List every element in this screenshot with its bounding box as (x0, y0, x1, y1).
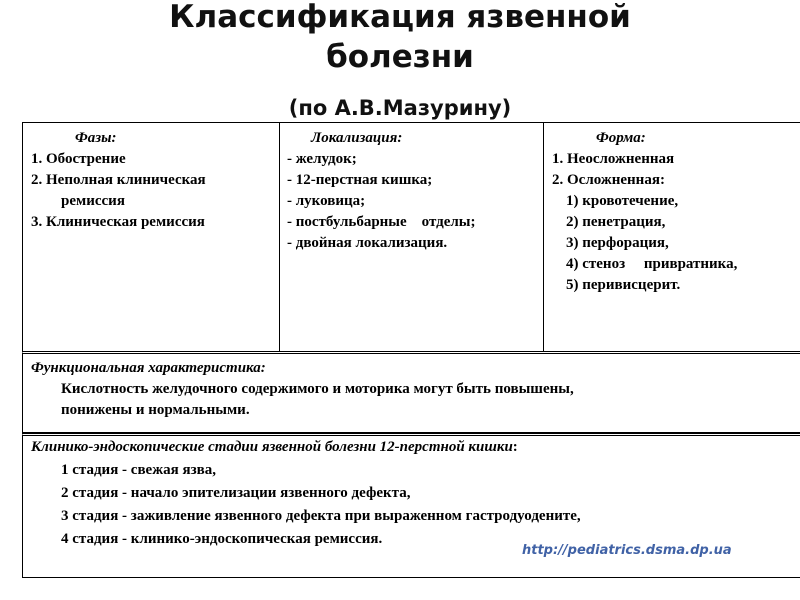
phase-item: 3. Клиническая ремиссия (31, 214, 205, 230)
localization-column (287, 128, 476, 254)
phase-item: 2. Неполная клиническая (31, 172, 206, 188)
subtitle: (по А.В.Мазурину) (288, 96, 512, 120)
source-url-link[interactable]: http://pediatrics.dsma.dp.ua (522, 543, 732, 558)
title-line-1: Классификация язвенной (169, 0, 631, 35)
functional-text-line-2: понижены и нормальными. (61, 402, 250, 418)
stage-item: 2 стадия - начало эпителизации язвенного дефекта, (61, 485, 411, 501)
localization-item: - двойная локализация. (287, 235, 448, 251)
form-subitem: 3) перфорация, (566, 235, 669, 251)
localization-item: - постбульбарные отделы; (287, 214, 476, 230)
form-subitem: 5) перивисцерит. (566, 277, 681, 293)
stages-header-colon: : (512, 439, 518, 455)
column-divider-1 (279, 122, 280, 352)
localization-item: - луковица; (287, 193, 366, 209)
stages-header-line (31, 437, 581, 458)
functional-text-line-1: Кислотность желудочного содержимого и моторика могут быть повышены, (61, 381, 574, 397)
phase-item: ремиссия (61, 193, 125, 209)
stage-item: 1 стадия - свежая язва, (61, 462, 216, 478)
functional-header: Функциональная характеристика: (31, 360, 266, 376)
form-header: Форма: (596, 130, 646, 146)
localization-item: - 12-перстная кишка; (287, 172, 433, 188)
stages-section (31, 437, 581, 550)
form-subitem: 4) стеноз привратника, (566, 256, 738, 272)
stages-header: Клинико-эндоскопические стадии язвенной болезни 12-перстной кишки (31, 439, 513, 455)
stage-item: 3 стадия - заживление язвенного дефекта при выраженном гастродуодените, (61, 508, 581, 524)
form-subitem: 1) кровотечение, (566, 193, 679, 209)
form-item: 1. Неосложненная (552, 151, 675, 167)
form-subitem: 2) пенетрация, (566, 214, 666, 230)
column-divider-2 (543, 122, 544, 352)
localization-item: - желудок; (287, 151, 357, 167)
localization-header: Локализация: (311, 130, 403, 146)
phase-item: 1. Обострение (31, 151, 126, 167)
phases-column (31, 128, 206, 233)
functional-section (31, 358, 574, 421)
title-line-2: болезни (326, 39, 474, 75)
stage-item: 4 стадия - клинико-эндоскопическая ремиссия. (61, 531, 383, 547)
phases-header: Фазы: (75, 130, 117, 146)
form-item: 2. Осложненная: (552, 172, 665, 188)
form-column (552, 128, 737, 296)
